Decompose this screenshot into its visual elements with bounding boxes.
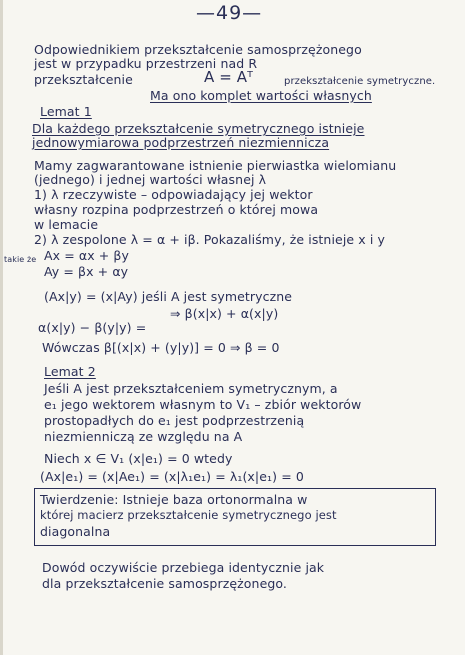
text-line: niezmienniczą ze względu na A — [44, 429, 243, 444]
text-line: Ma ono komplet wartości własnych — [150, 88, 372, 103]
page-left-edge — [0, 0, 3, 655]
formula: Niech x ∈ V₁ (x|e₁) = 0 wtedy — [44, 451, 233, 466]
text-line: jednowymiarowa podprzestrzeń niezmiennicza — [32, 135, 330, 150]
text-line: 2) λ zespolone λ = α + iβ. Pokazaliśmy, że istnieje x i y — [34, 232, 385, 247]
text-line: w lemacie — [34, 217, 99, 232]
formula: α(x|y) − β(y|y) = — [38, 320, 147, 335]
text-line: przekształcenie symetryczne. — [284, 76, 436, 87]
formula: Wówczas β[(x|x) + (y|y)] = 0 ⇒ β = 0 — [42, 340, 280, 355]
lemma-heading: Lemat 1 — [40, 104, 92, 119]
formula: (Ax|y) = (x|Ay) jeśli A jest symetryczne — [44, 289, 293, 304]
text-line: jest w przypadku przestrzeni nad R — [34, 56, 258, 71]
theorem-line: Twierdzenie: Istnieje baza ortonormalna w — [40, 492, 308, 507]
text-line: prostopadłych do e₁ jest podprzestrzenią — [44, 413, 305, 428]
page-number: —49— — [196, 2, 263, 24]
text-line: 1) λ rzeczywiste – odpowiadający jej wektor — [34, 187, 313, 202]
lemma-heading: Lemat 2 — [44, 364, 96, 379]
formula: (Ax|e₁) = (x|Ae₁) = (x|λ₁e₁) = λ₁(x|e₁) = 0 — [40, 469, 304, 484]
text-line: własny rozpina podprzestrzeń o której mowa — [34, 202, 319, 217]
formula: A = Aᵀ — [204, 68, 253, 86]
formula: Ax = αx + βy — [44, 248, 130, 263]
text-line: dla przekształcenie samosprzężonego. — [42, 576, 288, 591]
theorem-line: diagonalna — [40, 524, 111, 539]
theorem-line: której macierz przekształcenie symetrycznego jest — [40, 508, 337, 522]
text-line: Dla każdego przekształcenie symetrycznego istnieje — [32, 121, 365, 136]
text-line: przekształcenie — [34, 72, 133, 87]
text-line: (jednego) i jednej wartości własnej λ — [34, 172, 267, 187]
text-line: e₁ jego wektorem własnym to V₁ – zbiór wektorów — [44, 397, 362, 412]
formula: ⇒ β(x|x) + α(x|y) — [170, 306, 279, 321]
text-line: Mamy zagwarantowane istnienie pierwiastka wielomianu — [34, 158, 397, 173]
text-line: Odpowiednikiem przekształcenie samosprzężonego — [34, 42, 362, 57]
text-line: Jeśli A jest przekształceniem symetrycznym, a — [44, 381, 338, 396]
margin-note: takie że — [4, 255, 37, 264]
text-line: Dowód oczywiście przebiega identycznie jak — [42, 560, 325, 575]
formula: Ay = βx + αy — [44, 264, 129, 279]
